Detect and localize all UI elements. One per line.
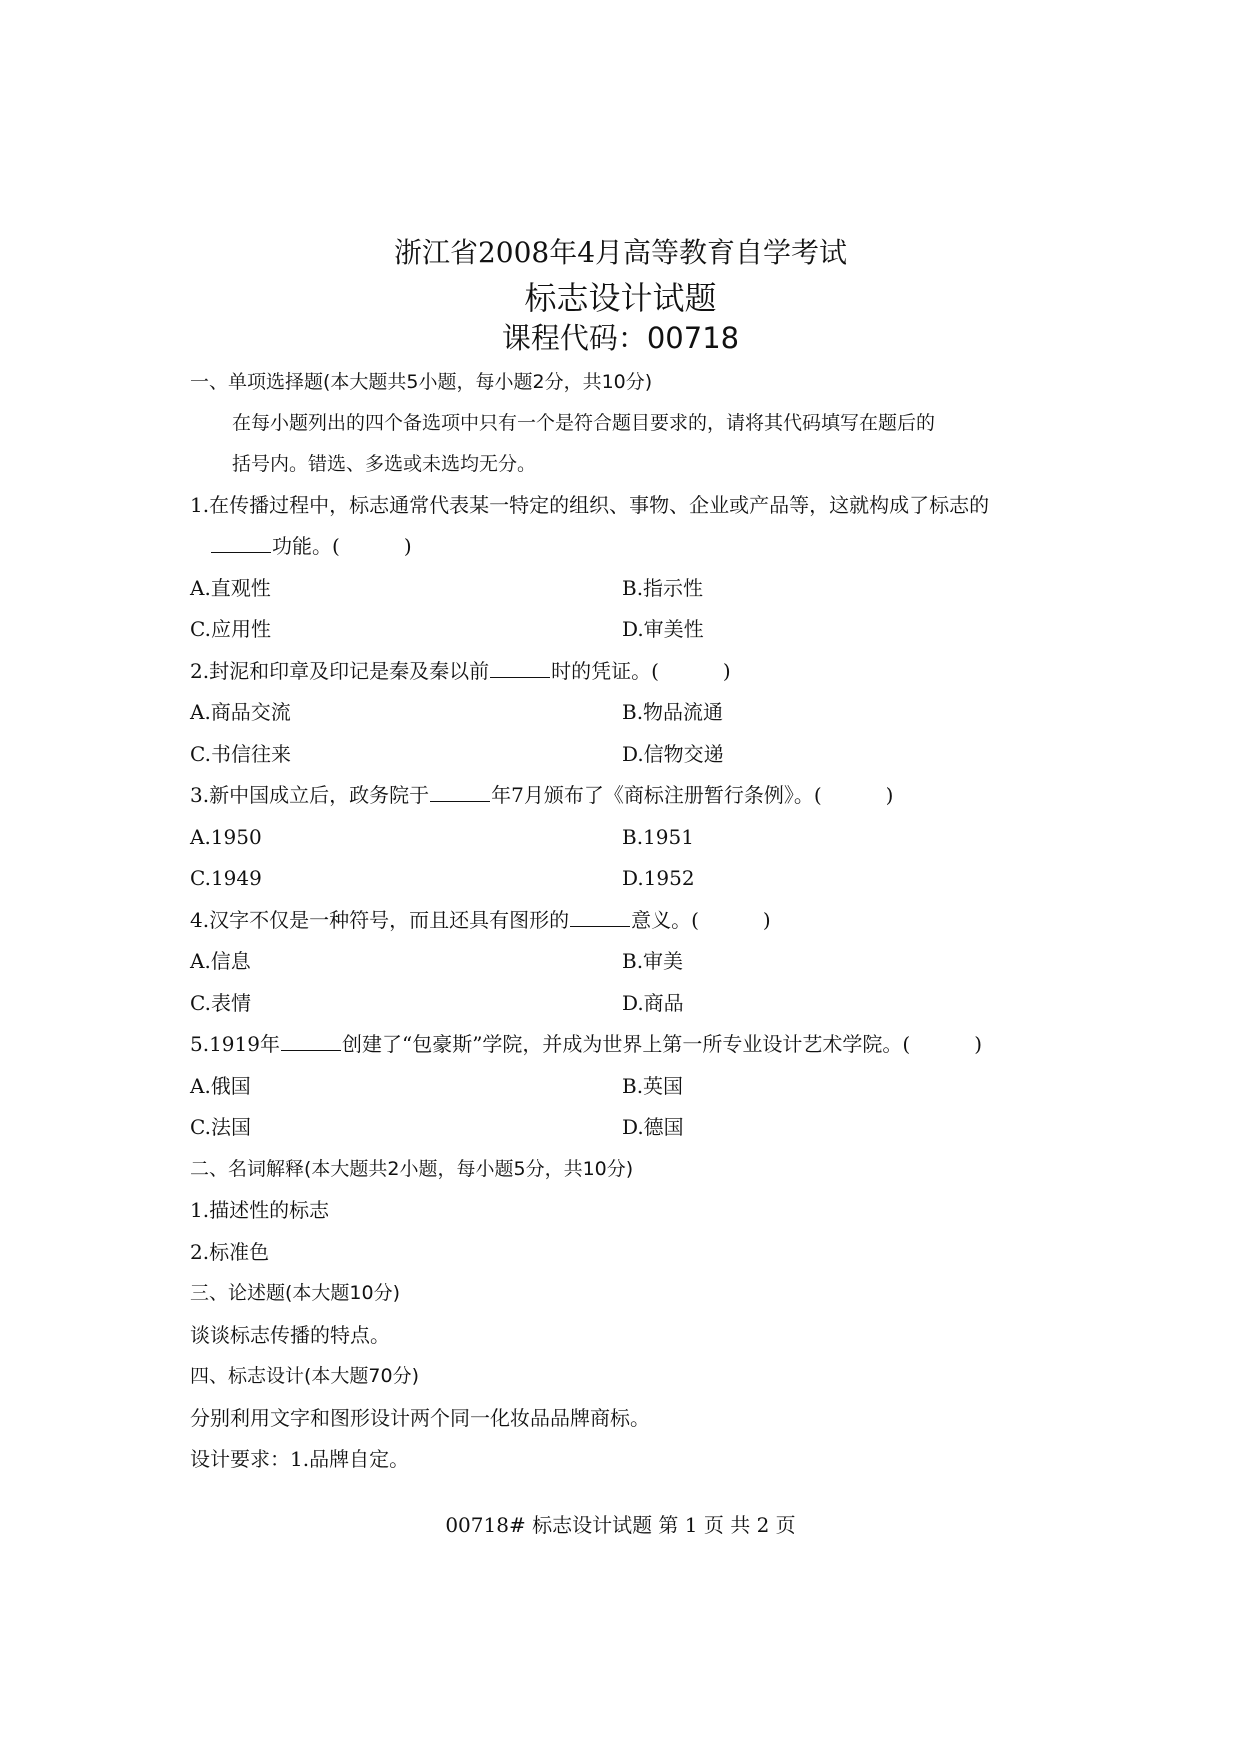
answer-blank [211,534,271,553]
section3-text: 谈谈标志传播的特点。 [190,1323,390,1347]
page-footer: 00718# 标志设计试题 第 1 页 共 2 页 [445,1513,796,1537]
section2-heading: 二、名词解释(本大题共2小题，每小题5分，共10分) [190,1158,634,1180]
question-4-stem-before: 4.汉字不仅是一种符号，而且还具有图形的 [190,908,570,932]
question-1-option-d: D.审美性 [622,617,704,641]
question-1-option-a: A.直观性 [190,576,271,600]
question-5-stem [190,1029,982,1059]
question-1-option-c: C.应用性 [190,617,271,641]
section1-instruction-line1: 在每小题列出的四个备选项中只有一个是符合题目要求的，请将其代码填写在题后的 [232,412,936,434]
question-5-option-c: C.法国 [190,1115,251,1139]
exam-title: 浙江省2008年4月高等教育自学考试 [393,236,848,269]
answer-blank [490,659,550,678]
question-4-option-d: D.商品 [622,991,684,1015]
question-3-stem-before: 3.新中国成立后，政务院于 [190,783,430,807]
question-4-paren-close: ) [762,908,771,932]
question-5-option-b: B.英国 [622,1074,684,1098]
answer-blank [281,1032,341,1051]
question-3-option-b: B.1951 [622,825,694,849]
question-2-option-a: A.商品交流 [190,700,291,724]
question-4-stem [190,905,771,935]
question-4-stem-after: 意义。( [631,908,699,932]
answer-blank [430,783,490,802]
question-3-option-a: A.1950 [190,825,262,849]
question-3-stem [190,780,893,810]
section2-item-2: 2.标准色 [190,1240,270,1264]
question-2-stem-after: 时的凭证。( [551,659,659,683]
section1-heading: 一、单项选择题(本大题共5小题，每小题2分，共10分) [190,371,653,393]
question-3-stem-after: 年7月颁布了《商标注册暂行条例》。( [491,783,822,807]
course-code: 课程代码：00718 [501,321,740,355]
question-5-paren-close: ) [974,1032,983,1056]
section4-requirement: 设计要求：1.品牌自定。 [190,1447,410,1471]
question-1-stem: 1.在传播过程中，标志通常代表某一特定的组织、事物、企业或产品等，这就构成了标志的 [190,493,990,517]
question-4-option-b: B.审美 [622,949,684,973]
question-1-paren-close: ) [403,534,412,558]
question-4-option-a: A.信息 [190,949,251,973]
question-2-paren-close: ) [722,659,731,683]
question-3-option-d: D.1952 [622,866,695,890]
question-2-stem [190,656,731,686]
question-3-paren-close: ) [885,783,894,807]
answer-blank [570,908,630,927]
question-5-option-d: D.德国 [622,1115,684,1139]
section2-item-1: 1.描述性的标志 [190,1198,330,1222]
section4-text: 分别利用文字和图形设计两个同一化妆品品牌商标。 [190,1406,650,1430]
question-2-option-b: B.物品流通 [622,700,724,724]
question-5-option-a: A.俄国 [190,1074,251,1098]
question-4-option-c: C.表情 [190,991,251,1015]
question-2-stem-before: 2.封泥和印章及印记是秦及秦以前 [190,659,490,683]
question-1-option-b: B.指示性 [622,576,704,600]
section1-instruction-line2: 括号内。错选、多选或未选均无分。 [232,453,537,475]
question-3-option-c: C.1949 [190,866,262,890]
section4-heading: 四、标志设计(本大题70分) [190,1365,420,1387]
question-2-option-c: C.书信往来 [190,742,291,766]
question-5-stem-before: 5.1919年 [190,1032,280,1056]
question-5-stem-after: 创建了“包豪斯”学院，并成为世界上第一所专业设计艺术学院。( [341,1032,911,1056]
question-1-stem-cont [210,531,412,561]
question-1-stem-after: 功能。( [272,534,340,558]
section3-heading: 三、论述题(本大题10分) [190,1282,401,1304]
question-2-option-d: D.信物交递 [622,742,724,766]
subject-title: 标志设计试题 [524,279,717,317]
